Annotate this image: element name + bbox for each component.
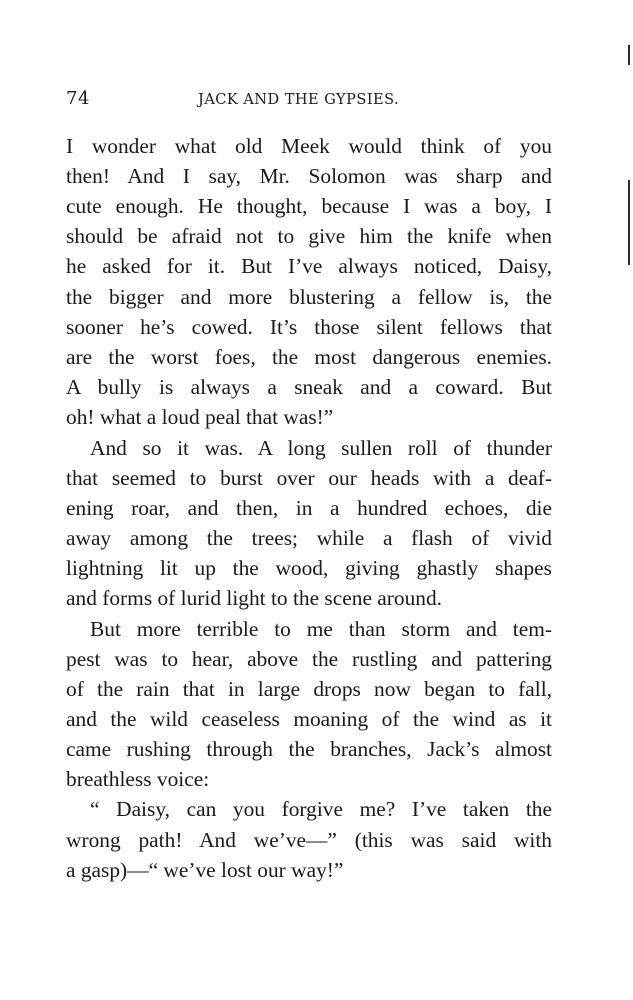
page-number: 74 xyxy=(66,88,90,109)
text-line: should be afraid not to give him the knife when xyxy=(66,224,552,248)
text-line: oh! what a loud peal that was!” xyxy=(66,405,334,429)
text-line: But more terrible to me than storm and tem- xyxy=(90,617,552,641)
text-line: I wonder what old Meek would think of you xyxy=(66,134,552,158)
page-edge-mark xyxy=(628,180,630,265)
text-line: lightning lit up the wood, giving ghastly shapes xyxy=(66,556,552,580)
text-line: that seemed to burst over our heads with a deaf- xyxy=(66,466,552,490)
text-line: wrong path! And we’ve—” (this was said with xyxy=(66,828,552,852)
text-line: A bully is always a sneak and a coward. But xyxy=(66,375,552,399)
text-line: of the rain that in large drops now began to fall, xyxy=(66,677,552,701)
text-line: the bigger and more blustering a fellow is, the xyxy=(66,285,552,309)
text-line: a gasp)—“ we’ve lost our way!” xyxy=(66,858,344,882)
text-line: breathless voice: xyxy=(66,767,210,791)
text-line: he asked for it. But I’ve always noticed, Daisy, xyxy=(66,254,552,278)
running-title: JACK AND THE GYPSIES. xyxy=(198,92,400,108)
text-line: cute enough. He thought, because I was a boy, I xyxy=(66,194,552,218)
text-line: are the worst foes, the most dangerous enemies. xyxy=(66,345,552,369)
text-line: ening roar, and then, in a hundred echoes, die xyxy=(66,496,552,520)
text-line: and forms of lurid light to the scene around. xyxy=(66,586,443,610)
page-edge-mark xyxy=(628,45,630,65)
text-line: And so it was. A long sullen roll of thunder xyxy=(90,436,552,460)
text-line: came rushing through the branches, Jack’s almost xyxy=(66,737,552,761)
text-line: sooner he’s cowed. It’s those silent fellows that xyxy=(66,315,552,339)
text-line: then! And I say, Mr. Solomon was sharp and xyxy=(66,164,552,188)
text-line: pest was to hear, above the rustling and pattering xyxy=(66,647,552,671)
text-line: “ Daisy, can you forgive me? I’ve taken the xyxy=(90,797,552,821)
text-line: and the wild ceaseless moaning of the wind as it xyxy=(66,707,552,731)
text-line: away among the trees; while a flash of vivid xyxy=(66,526,552,550)
